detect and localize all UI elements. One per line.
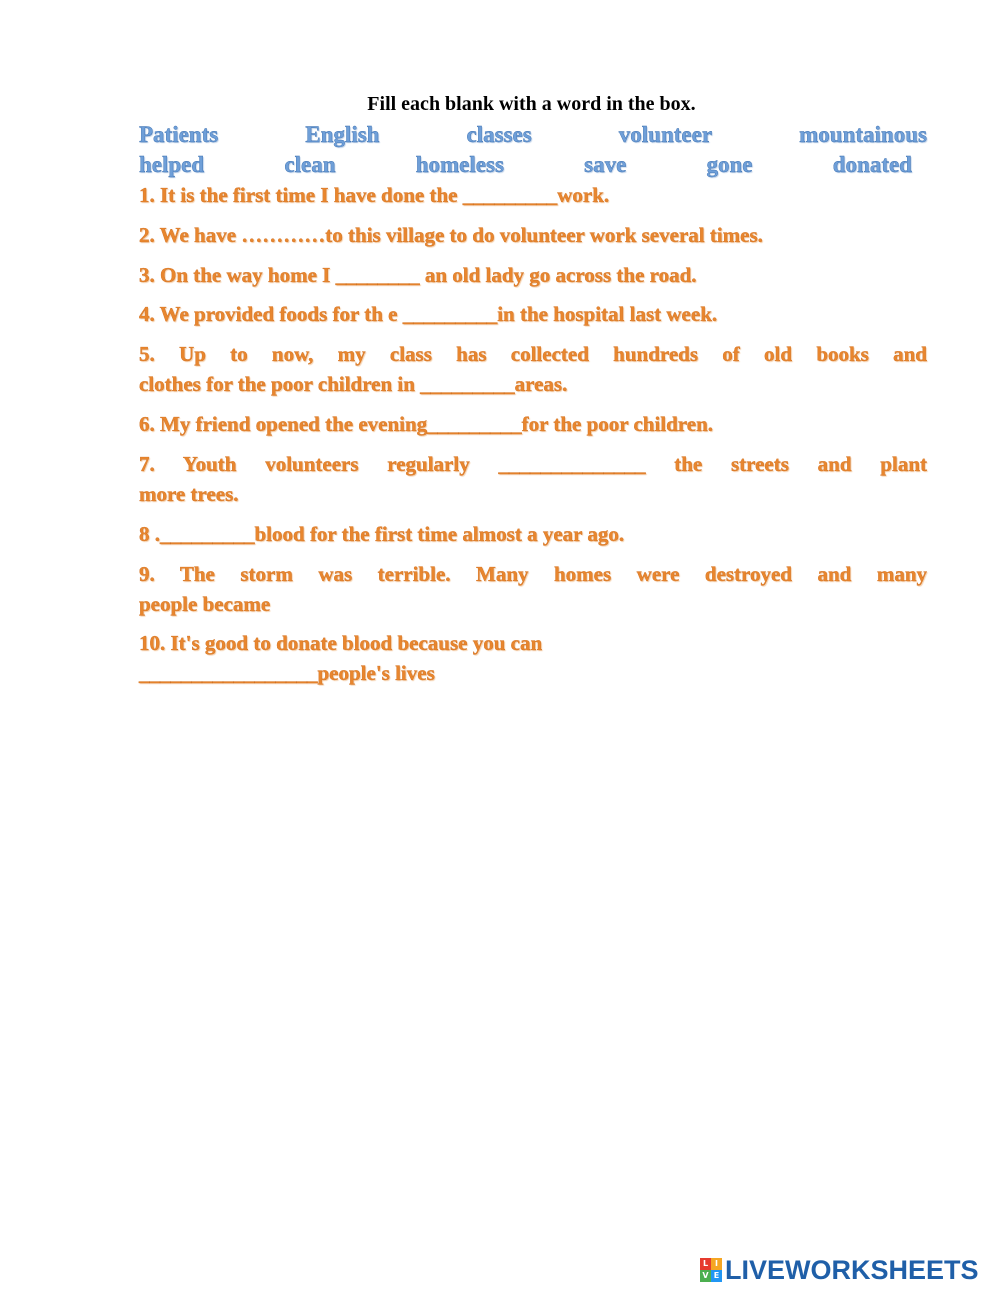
- word-box-word: homeless: [415, 152, 504, 177]
- question-2: 2. We have …………to this village to do volunteer work several times.: [139, 223, 763, 247]
- logo-text: LIVEWORKSHEETS: [725, 1254, 979, 1285]
- question-5-line-2: clothes for the poor children in _________areas.: [139, 372, 568, 396]
- word-box-word: Patients: [139, 122, 219, 147]
- word-box-word: mountainous: [799, 122, 927, 147]
- question-3: 3. On the way home I ________ an old lady go across the road.: [139, 263, 697, 287]
- question-5-line-1: 5. Up to now, my class has collected hundreds of old books and: [139, 342, 927, 366]
- question-7-line-2: more trees.: [139, 482, 239, 506]
- word-box-word: helped: [139, 152, 205, 177]
- question-10-line-2: _________________people's lives: [139, 661, 435, 685]
- word-box-row-1: [139, 120, 927, 150]
- question-6: 6. My friend opened the evening_________for the poor children.: [139, 412, 713, 436]
- word-box-word: donated: [832, 152, 912, 177]
- question-8: 8 ._________blood for the first time almost a year ago.: [139, 522, 625, 546]
- question-10-line-1: 10. It's good to donate blood because you can: [139, 631, 543, 655]
- question-1: 1. It is the first time I have done the _________work.: [139, 183, 610, 207]
- word-box-word: volunteer: [618, 122, 713, 147]
- logo-mark-letter: E: [711, 1270, 722, 1282]
- question-9-line-2: people became: [139, 592, 271, 616]
- page-title: Fill each blank with a word in the box.: [367, 93, 696, 115]
- question-9-line-1: 9. The storm was terrible. Many homes were destroyed and many: [139, 562, 927, 586]
- liveworksheets-logo-icon: [700, 1258, 722, 1282]
- logo-mark-letter: V: [700, 1270, 711, 1282]
- word-box-row-2: [139, 150, 927, 180]
- word-box-word: English: [305, 122, 380, 147]
- question-7-line-1: 7. Youth volunteers regularly ______________ the streets and plant: [139, 452, 927, 476]
- logo-mark-letter: I: [711, 1258, 722, 1270]
- liveworksheets-logo: [700, 1255, 979, 1285]
- word-box-word: clean: [284, 152, 336, 177]
- word-box-word: save: [584, 152, 627, 177]
- logo-mark-letter: L: [700, 1258, 711, 1270]
- question-4: 4. We provided foods for th e _________in the hospital last week.: [139, 302, 718, 326]
- word-box-word: gone: [706, 152, 753, 177]
- word-box-word: classes: [466, 122, 532, 147]
